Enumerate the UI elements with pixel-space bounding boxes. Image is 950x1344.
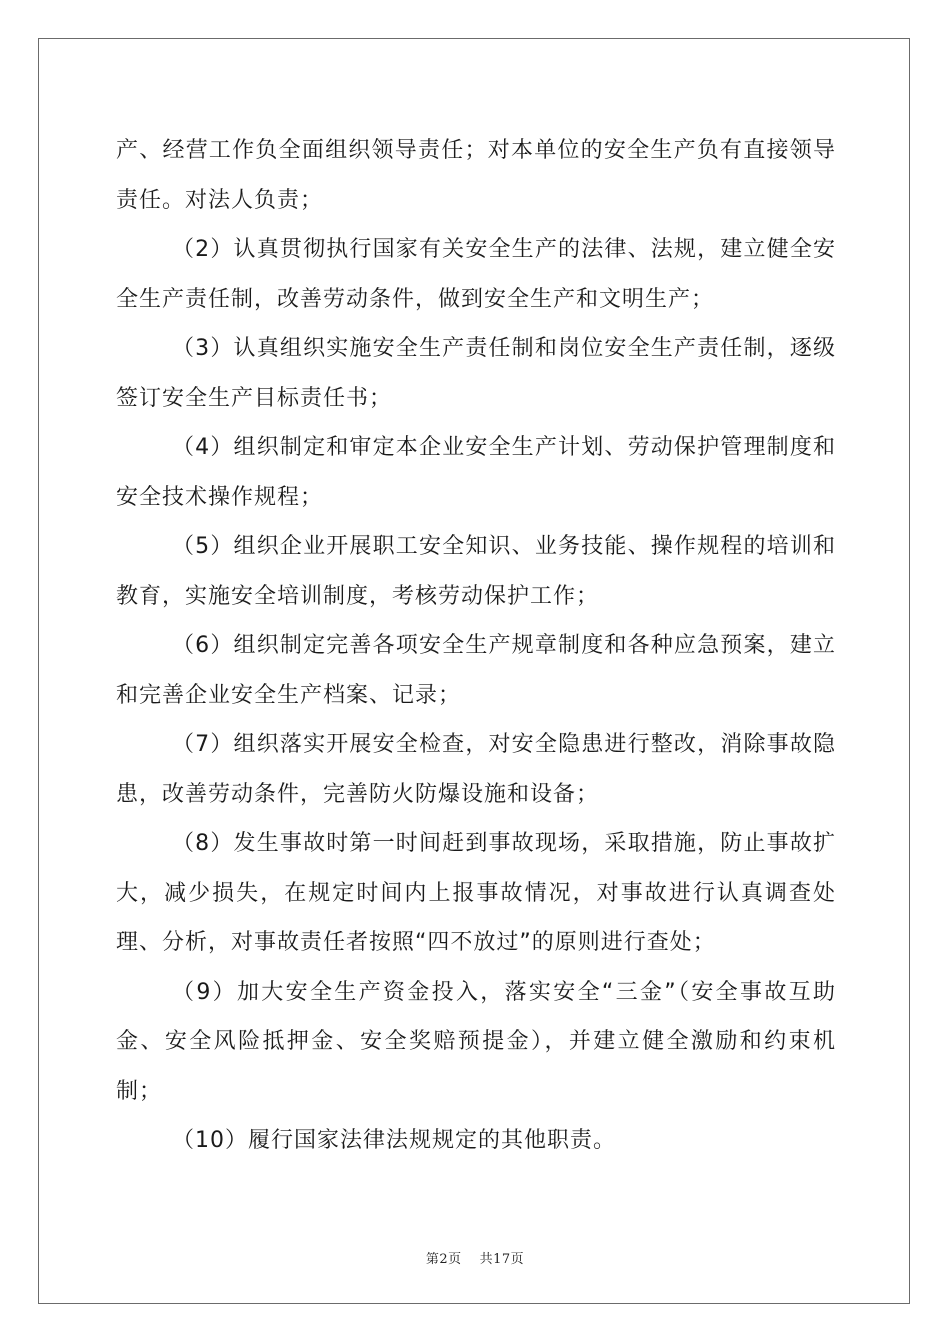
paragraph: （3）认真组织实施安全生产责任制和岗位安全生产责任制，逐级签订安全生产目标责任书； <box>116 336 836 411</box>
document-body <box>116 126 836 1166</box>
page-total: 共17页 <box>479 1252 525 1267</box>
paragraph: （9）加大安全生产资金投入，落实安全“三金”（安全事故互助金、安全风险抵押金、安全奖赔预提金），并建立健全激励和约束机制； <box>116 979 836 1104</box>
paragraph: （10）履行国家法律法规规定的其他职责。 <box>172 1128 616 1153</box>
paragraph: （5）组织企业开展职工安全知识、业务技能、操作规程的培训和教育，实施安全培训制度，考核劳动保护工作； <box>116 534 836 609</box>
paragraph: 产、经营工作负全面组织领导责任；对本单位的安全生产负有直接领导责任。对法人负责； <box>116 138 836 213</box>
paragraph: （7）组织落实开展安全检查，对安全隐患进行整改，消除事故隐患，改善劳动条件，完善防火防爆设施和设备； <box>116 732 836 807</box>
paragraph: （4）组织制定和审定本企业安全生产计划、劳动保护管理制度和安全技术操作规程； <box>116 435 836 510</box>
paragraph: （2）认真贯彻执行国家有关安全生产的法律、法规，建立健全安全生产责任制，改善劳动条件，做到安全生产和文明生产； <box>116 237 836 312</box>
page-footer <box>0 1248 950 1267</box>
page-number: 第2页 <box>425 1252 462 1267</box>
paragraph: （8）发生事故时第一时间赶到事故现场，采取措施，防止事故扩大，减少损失，在规定时间内上报事故情况，对事故进行认真调查处理、分析，对事故责任者按照“四不放过”的原则进行查处； <box>116 831 836 955</box>
paragraph: （6）组织制定完善各项安全生产规章制度和各种应急预案，建立和完善企业安全生产档案、记录； <box>116 633 836 708</box>
